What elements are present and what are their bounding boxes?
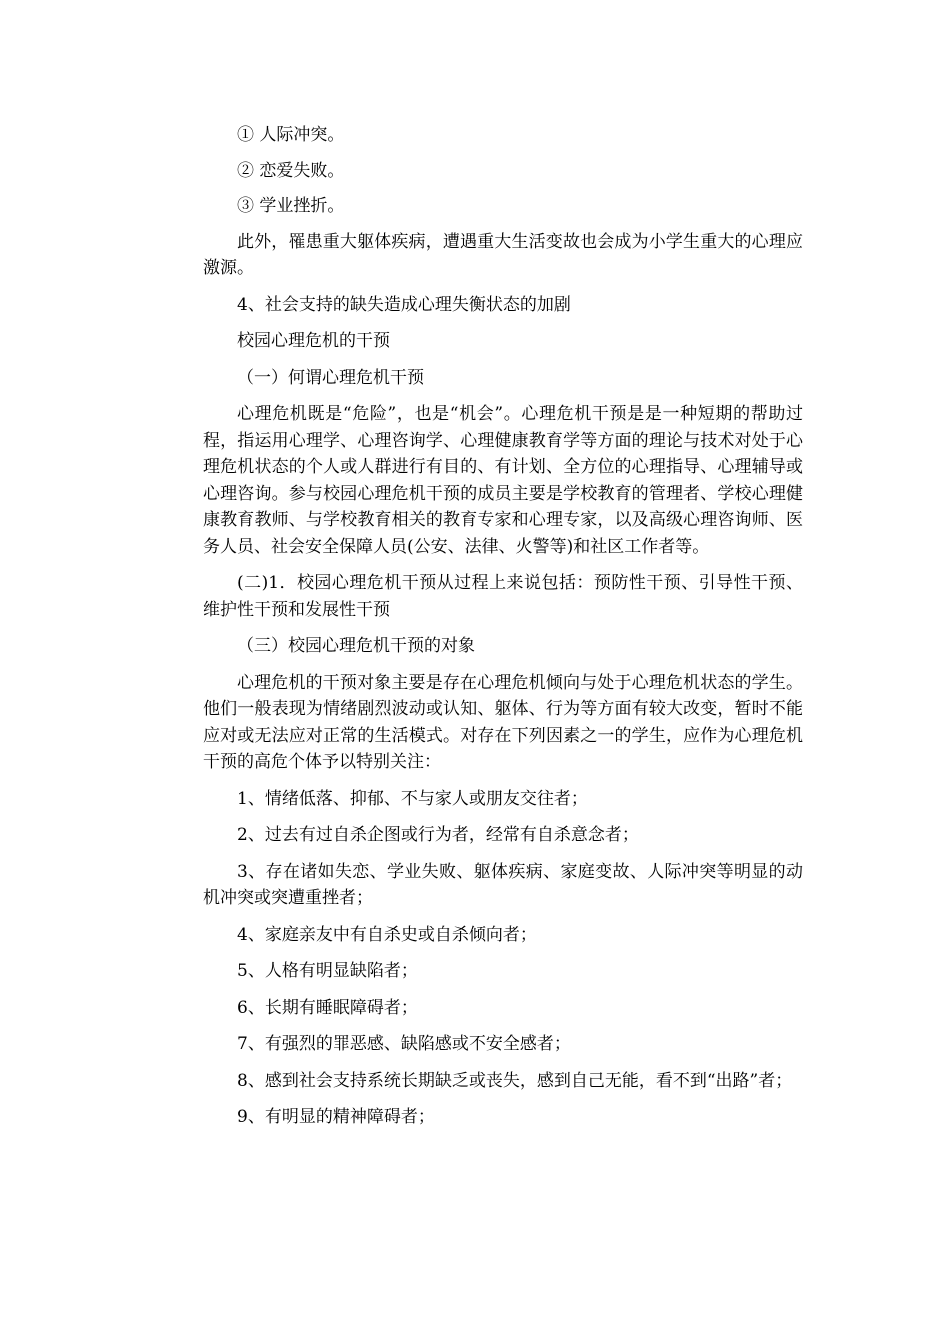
subheading-intervention-targets: （三）校园心理危机干预的对象: [237, 636, 475, 656]
list-item-6: 6、长期有睡眠障碍者；: [237, 997, 418, 1018]
paragraph-intervention-definition: 心理危机既是“危险”，也是“机会”。心理危机干预是是一种短期的帮助过程，指运用心理学、心理咨询学、心理健康教育学等方面的理论与技术对处于心理危机状态的个人或人群进行有目的、有计划、全方位的心理指导、心理辅导或心理咨询。参与校园心理危机干预的成员主要是学校教育的管理者、学校心理健康教育教师、与学校教育相关的教育专家和心理专家，以及高级心理咨询师、医务人员、社会安全保障人员(公安、法律、火警等)和社区工作者等。: [203, 404, 803, 557]
section-heading-crisis-intervention: 校园心理危机的干预: [237, 331, 390, 351]
list-item-2: 2、过去有过自杀企图或行为者，经常有自杀意念者；: [237, 825, 639, 845]
list-item-5: 5、人格有明显缺陷者；: [237, 961, 418, 981]
list-item-3: 3、存在诸如失恋、学业失败、躯体疾病、家庭变故、人际冲突等明显的动机冲突或突遭重挫者；: [203, 861, 803, 908]
list-item-interpersonal-conflict: ① 人际冲突。: [237, 125, 345, 145]
paragraph-intervention-process: (二)1．校园心理危机干预从过程上来说包括：预防性干预、引导性干预、维护性干预和发展性干预: [203, 573, 803, 620]
document-body: [203, 122, 803, 1141]
subheading-what-is-intervention: （一）何谓心理危机干预: [237, 367, 424, 388]
list-item-9: 9、有明显的精神障碍者；: [237, 1107, 435, 1127]
list-item-1: 1、情绪低落、抑郁、不与家人或朋友交往者；: [237, 788, 588, 809]
list-item-academic-setback: ③ 学业挫折。: [237, 196, 345, 216]
section-heading-social-support: 4、社会支持的缺失造成心理失衡状态的加剧: [237, 294, 571, 315]
list-item-4: 4、家庭亲友中有自杀史或自杀倾向者；: [237, 924, 537, 945]
paragraph-intervention-targets: 心理危机的干预对象主要是存在心理危机倾向与处于心理危机状态的学生。他们一般表现为情绪剧烈波动或认知、躯体、行为等方面有较大改变，暂时不能应对或无法应对正常的生活模式。对存在下列因素之一的学生，应作为心理危机干预的高危个体予以特别关注：: [203, 672, 803, 772]
list-item-7: 7、有强烈的罪恶感、缺陷感或不安全感者；: [237, 1034, 571, 1054]
list-item-8: 8、感到社会支持系统长期缺乏或丧失，感到自己无能，看不到“出路”者；: [237, 1070, 793, 1091]
list-item-love-failure: ② 恋爱失败。: [237, 160, 345, 181]
paragraph-other-stressors: 此外，罹患重大躯体疾病，遭遇重大生活变故也会成为小学生重大的心理应激源。: [203, 231, 803, 278]
